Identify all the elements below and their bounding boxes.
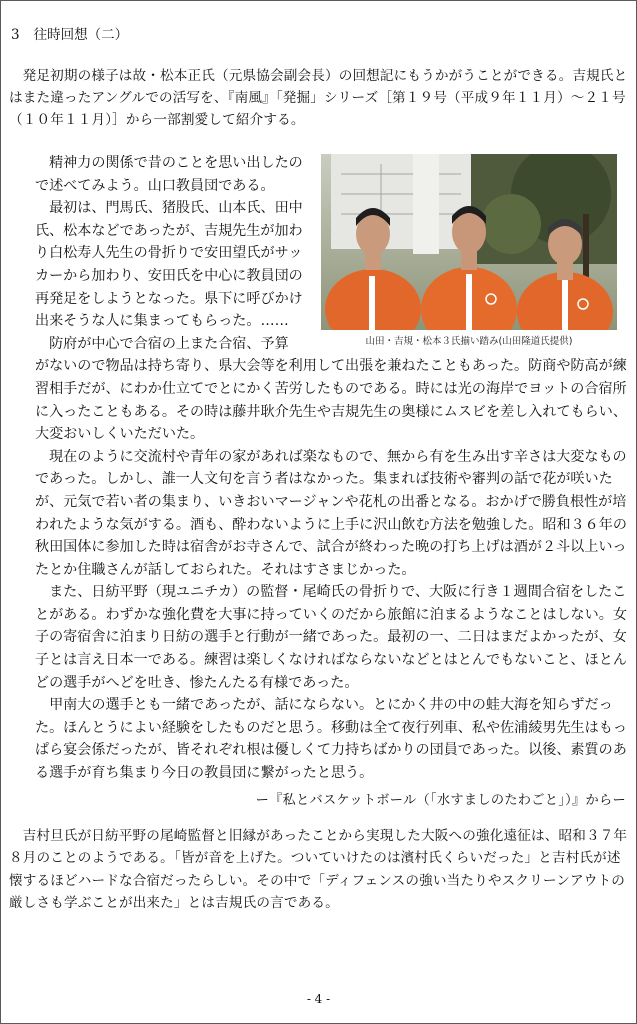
essay-paragraph: 精神力の関係で昔のことを思い出したので述べてみよう。山口教員団である。 [35,155,303,194]
essay-paragraph: がないので物品は持ち寄り、県大会等を利用して出張を兼ねたこともあった。防商や防高が練習相手だが、にわか仕立てでとにかく苦労したものである。時には光の海岸でヨットの合宿所に入ったこともある。その時は藤井耿介先生や吉規先生の奥様にムスビを差し入れてもらい、大変おいしくいただいた。 [35,358,627,443]
essay-paragraph: 防府が中心で合宿の上また合宿、予算 [49,335,289,352]
essay-paragraph: 最初は、門馬氏、猪股氏、山本氏、田中氏、松本などであったが、吉規先生が加わり白松寿人先生の骨折りで安田望氏がサッカーから加わり、安田氏を中心に教員団の再発足をしようとなった。県下に呼びかけ出来そうな人に集まってもらった。…… [35,200,303,330]
closing-paragraph [9,825,634,914]
section-title: 往時回想（二） [33,27,129,43]
section-heading [11,23,128,43]
closing-text: 吉村旦氏が日紡平野の尾崎監督と旧縁があったことから実現した大阪への強化遠征は、昭和３７年８月のことのようである。「皆が音を上げた。ついていけたのは濱村氏くらいだった」と吉村氏が述懐するほどハードな合宿だったらしい。その中で「ディフェンスの強い当たりやスクリーンアウトの厳しさも学ぶことが出来た」とは吉規氏の言である。 [9,828,628,911]
source-citation: ー『私とバスケットボール（「水すましのたわごと」）』からー [255,793,626,808]
essay-paragraph: また、日紡平野（現ユニチカ）の監督・尾崎氏の骨折りで、大阪に行き１週間合宿をしたことがある。わずかな強化費を大事に持っていくのだから旅館に泊まるようなことはしない。女子の寄宿舎に泊まり日紡の選手と行動が一緒であった。最初の一、二日はまだよかったが、女子とは言え日本一である。練習は楽しくなければならないなどとはとんでもないこと、ほとんどの選手がへどを吐き、惨たんたる有様であった。 [35,584,627,691]
section-number: 3 [11,27,20,43]
intro-paragraph [9,65,634,131]
quoted-essay [35,152,637,785]
intro-text: 発足初期の様子は故・松本正氏（元県協会副会長）の回想記にもうかがうことができる。吉規氏とはまた違ったアングルでの活写を、『南風』「発掘」シリーズ［第１９号（平成９年１１月）～２１号（１０年１１月）］から一部割愛して紹介する。 [9,68,628,128]
essay-paragraph: 甲南大の選手とも一緒であったが、話にならない。とにかく井の中の蛙大海を知らずだった。ほんとうによい経験をしたものだと思う。移動は全て夜行列車、私や佐浦綾男先生はもっぱら宴会係だったが、皆それぞれ根は優しくて力持ちばかりの団員であった。以後、素質のある選手が育ち集まり今日の教員団に繋がったと思う。 [35,697,627,782]
page-number: - 4 - [306,992,331,1006]
photo-caption: 山田・吉規・松本３氏揃い踏み(山田隆道氏提供) [365,336,573,347]
essay-paragraph: 現在のように交流村や青年の家があれば楽なもので、無から有を生み出す辛さは大変なものであった。しかし、誰一人文句を言う者はなかった。集まれば技術や審判の話で花が咲いたが、元気で若い者の集まり、いきおいマージャンや花札の出番となる。おかげで勝負根性が培われたような気がする。酒も、酔わないように上手に沢山飲む方法を勉強した。昭和３６年の秋田国体に参加した時は宿舎がお寺さんで、試合が終わった晩の打ち上げは酒が２斗以上いったとか住職さんが話しておられた。それはすさまじかった。 [35,448,627,578]
